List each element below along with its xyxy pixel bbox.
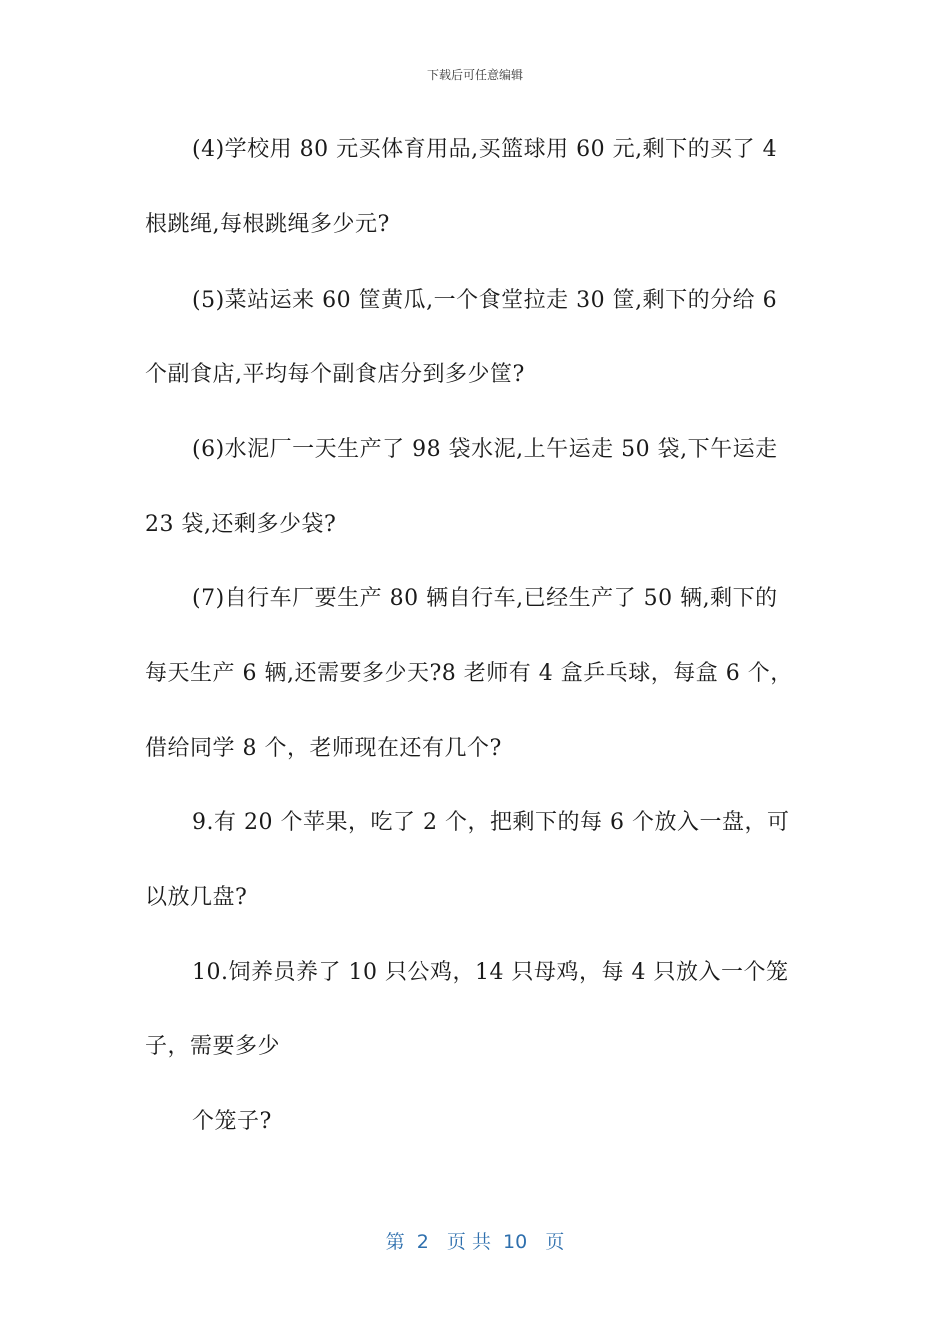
page-header: 下载后可任意编辑 bbox=[426, 68, 523, 82]
text-line: 个笼子? bbox=[192, 1109, 272, 1134]
text-line: 23 袋,还剩多少袋? bbox=[145, 512, 337, 537]
text-line: 子，需要多少 bbox=[145, 1034, 281, 1059]
text-line: 个副食店,平均每个副食店分到多少筐? bbox=[145, 362, 525, 387]
text-line: (6)水泥厂一天生产了 98 袋水泥,上午运走 50 袋,下午运走 bbox=[192, 437, 778, 462]
text-line: (7)自行车厂要生产 80 辆自行车,已经生产了 50 辆,剩下的 bbox=[192, 586, 778, 611]
text-line: 根跳绳,每根跳绳多少元? bbox=[145, 212, 390, 237]
text-line: 以放几盘? bbox=[145, 885, 248, 910]
text-line: 9.有 20 个苹果，吃了 2 个，把剩下的每 6 个放入一盘，可 bbox=[192, 810, 790, 835]
text-line: (4)学校用 80 元买体育用品,买篮球用 60 元,剩下的买了 4 bbox=[192, 137, 778, 162]
text-line: (5)菜站运来 60 筐黄瓜,一个食堂拉走 30 筐,剩下的分给 6 bbox=[192, 288, 778, 313]
text-line: 每天生产 6 辆,还需要多少天?8 老师有 4 盒乒乓球，每盒 6 个， bbox=[145, 661, 793, 686]
page-footer: 第 2 页 共 10 页 bbox=[385, 1231, 565, 1253]
text-line: 10.饲养员养了 10 只公鸡，14 只母鸡，每 4 只放入一个笼 bbox=[192, 960, 789, 985]
text-line: 借给同学 8 个，老师现在还有几个? bbox=[145, 736, 502, 761]
